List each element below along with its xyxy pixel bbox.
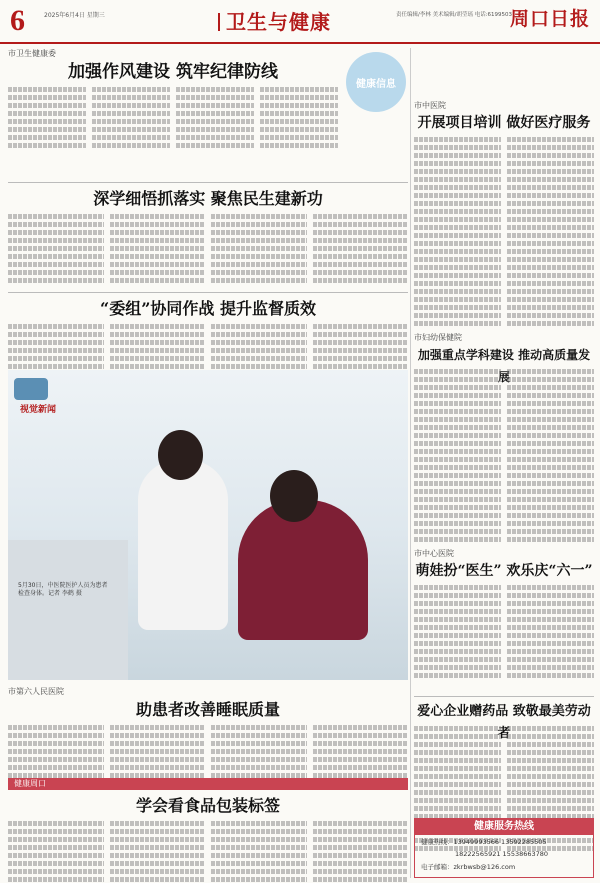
article-headline: 萌娃扮“医生” 欢乐庆“六一” — [415, 563, 593, 579]
article-source: 市第六人民医院 — [8, 687, 64, 696]
email-address: zkrbwsb@126.com — [453, 863, 516, 871]
visual-news-label: 视觉新闻 — [20, 405, 57, 415]
article-headline: 爱心企业赠药品 致敬最美劳动者 — [417, 704, 591, 741]
article-source: 市中心医院 — [414, 549, 454, 558]
health-info-badge: 健康信息 — [346, 52, 406, 112]
editors-info: 责任编辑/李林 美术编辑/胡莹瑶 电话:6199503 — [396, 12, 513, 18]
article-supervision — [8, 288, 408, 372]
hotline-email — [415, 860, 593, 873]
article-headline: “委组”协同作战 提升监督质效 — [100, 299, 316, 318]
article-tcm-training — [414, 100, 594, 329]
health-zhoukou-band: 健康周口 — [8, 778, 408, 790]
email-label: 电子邮箱： — [421, 863, 454, 871]
article-livelihood — [8, 178, 408, 286]
phone-label: 健康热线： — [421, 838, 454, 846]
article-headline: 学会看食品包装标签 — [135, 796, 280, 815]
article-body — [8, 818, 408, 883]
article-body — [8, 211, 408, 286]
news-photo — [8, 370, 408, 680]
article-body — [414, 366, 594, 545]
article-childrens-day — [414, 548, 594, 681]
article-discipline — [8, 48, 338, 151]
paper-name: 周口日报 — [509, 9, 590, 30]
section-title — [218, 6, 331, 35]
article-headline: 加强作风建设 筑牢纪律防线 — [68, 62, 278, 82]
hotline-title: 健康服务热线 — [415, 819, 593, 835]
article-headline: 深学细悟抓落实 聚焦民生建新功 — [93, 189, 323, 208]
hotline-phones — [415, 835, 593, 848]
issue-info: 2025年6月4日 星期三 — [44, 12, 105, 19]
article-body — [414, 134, 594, 329]
article-food-labels — [8, 794, 408, 883]
masthead — [0, 0, 600, 44]
article-source: 市卫生健康委 — [8, 49, 56, 58]
article-body — [414, 582, 594, 681]
health-hotline-box — [414, 818, 594, 878]
column-divider — [410, 48, 411, 878]
article-headline: 助患者改善睡眠质量 — [135, 700, 280, 719]
article-source: 市中医院 — [414, 101, 446, 110]
section-bar — [218, 13, 220, 31]
photo-caption: 5月30日，中医院医护人员为患者检查身体。记者 李鹤 摄 — [18, 582, 108, 598]
phone-numbers: 13949993566 13592285505 — [453, 838, 547, 846]
article-headline: 开展项目培训 做好医疗服务 — [417, 115, 591, 131]
article-body — [8, 321, 408, 372]
article-headline: 加强重点学科建设 推动高质量发展 — [417, 348, 591, 384]
article-source: 市妇幼保健院 — [414, 333, 462, 342]
section-title-text: 卫生与健康 — [226, 10, 331, 34]
page-number: 6 — [10, 4, 25, 37]
hotline-phones-2: 18222565921 15538663780 — [455, 850, 549, 858]
article-body — [8, 84, 338, 151]
article-maternal-discipline — [414, 332, 594, 545]
camera-icon — [14, 378, 48, 400]
article-sleep — [8, 686, 408, 789]
